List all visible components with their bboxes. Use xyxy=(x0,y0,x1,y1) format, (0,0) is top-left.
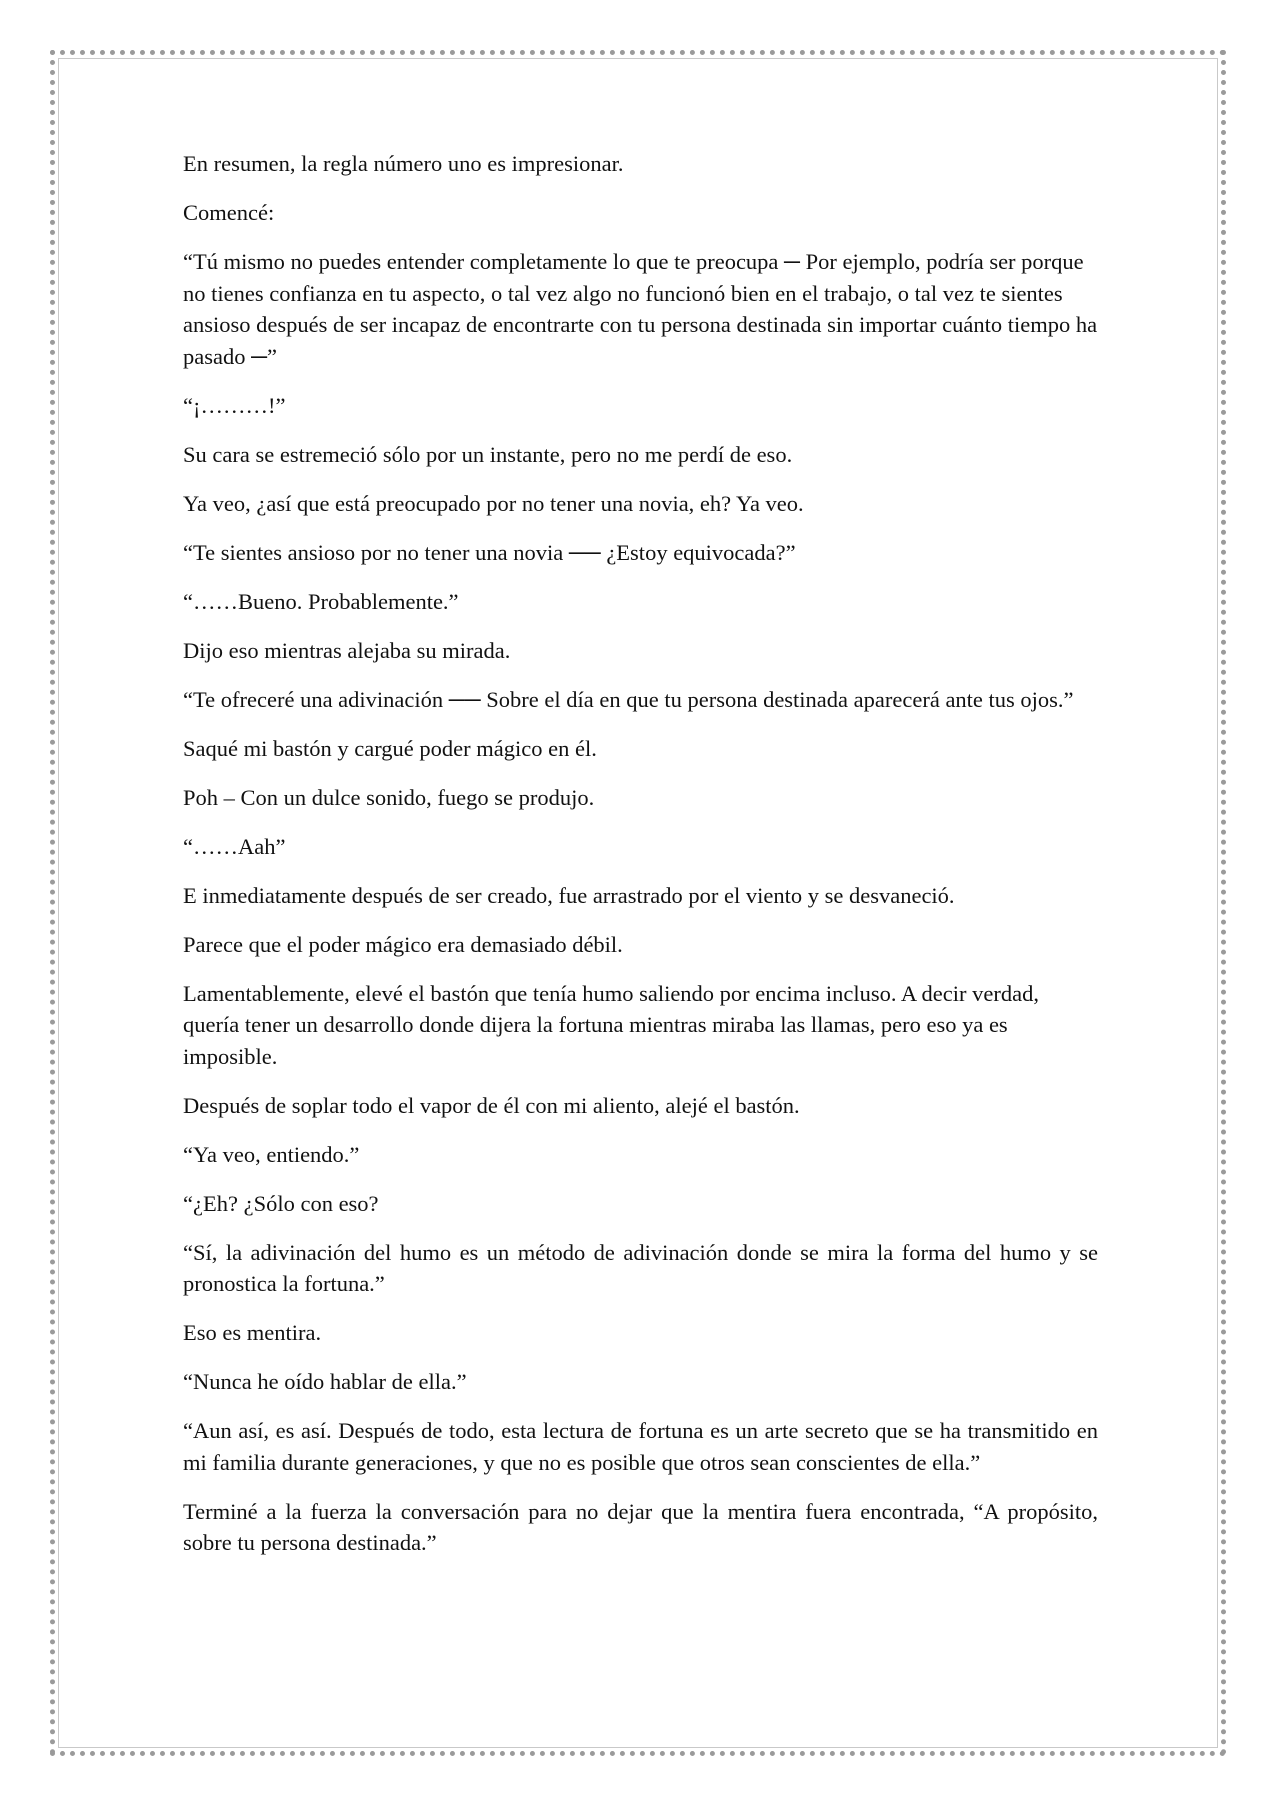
paragraph-4: “¡………!” xyxy=(183,392,286,418)
paragraph-24: Terminé a la fuerza la conversación para no dejar que la mentira fuera encontrada, “A propósito, sobre tu persona destinada.” xyxy=(183,1498,1098,1555)
paragraph-16: Lamentablemente, elevé el bastón que tenía humo saliendo por encima incluso. A decir verdad, quería tener un desarrollo donde dijera la fortuna mientras miraba las llamas, pero eso ya es imposible. xyxy=(183,980,1039,1069)
paragraph-7: “Te sientes ansioso por no tener una novia ── ¿Estoy equivocada?” xyxy=(183,539,796,565)
paragraph-10: “Te ofreceré una adivinación ── Sobre el día en que tu persona destinada aparecerá ante tus ojos.” xyxy=(183,686,1074,712)
paragraph-21: Eso es mentira. xyxy=(183,1320,322,1345)
paragraph-15: Parece que el poder mágico era demasiado débil. xyxy=(183,931,623,957)
paragraph-23: “Aun así, es así. Después de todo, esta lectura de fortuna es un arte secreto que se ha transmitido en mi familia durante generaciones, y que no es posible que otros sean conscientes de ella.” xyxy=(183,1418,1098,1475)
paragraph-5: Su cara se estremeció sólo por un instante, pero no me perdí de eso. xyxy=(183,441,793,467)
paragraph-14: E inmediatamente después de ser creado, fue arrastrado por el viento y se desvaneció. xyxy=(183,882,955,908)
paragraph-12: Poh – Con un dulce sonido, fuego se produjo. xyxy=(183,784,595,810)
paragraph-6: Ya veo, ¿así que está preocupado por no tener una novia, eh? Ya veo. xyxy=(183,490,804,516)
paragraph-11: Saqué mi bastón y cargué poder mágico en él. xyxy=(183,735,597,761)
paragraph-9: Dijo eso mientras alejaba su mirada. xyxy=(183,637,511,663)
paragraph-1: En resumen, la regla número uno es impresionar. xyxy=(183,151,624,176)
paragraph-18: “Ya veo, entiendo.” xyxy=(183,1141,360,1167)
paragraph-17: Después de soplar todo el vapor de él con mi aliento, alejé el bastón. xyxy=(183,1092,800,1118)
paragraph-20: “Sí, la adivinación del humo es un método de adivinación donde se mira la forma del humo y se pronostica la fortuna.” xyxy=(183,1239,1098,1296)
document-body xyxy=(183,148,1098,1576)
paragraph-2: Comencé: xyxy=(183,200,275,225)
paragraph-19: “¿Eh? ¿Sólo con eso? xyxy=(183,1190,379,1216)
paragraph-8: “……Bueno. Probablemente.” xyxy=(183,588,459,614)
paragraph-3: “Tú mismo no puedes entender completamente lo que te preocupa ─ Por ejemplo, podría ser porque no tienes confianza en tu aspecto, o tal vez algo no funcionó bien en el trabajo, o tal vez te sientes ansioso después de ser incapaz de encontrarte con tu persona destinada sin importar cuánto tiempo ha pasado ─” xyxy=(183,249,1098,369)
paragraph-22: “Nunca he oído hablar de ella.” xyxy=(183,1369,467,1394)
paragraph-13: “……Aah” xyxy=(183,833,286,859)
